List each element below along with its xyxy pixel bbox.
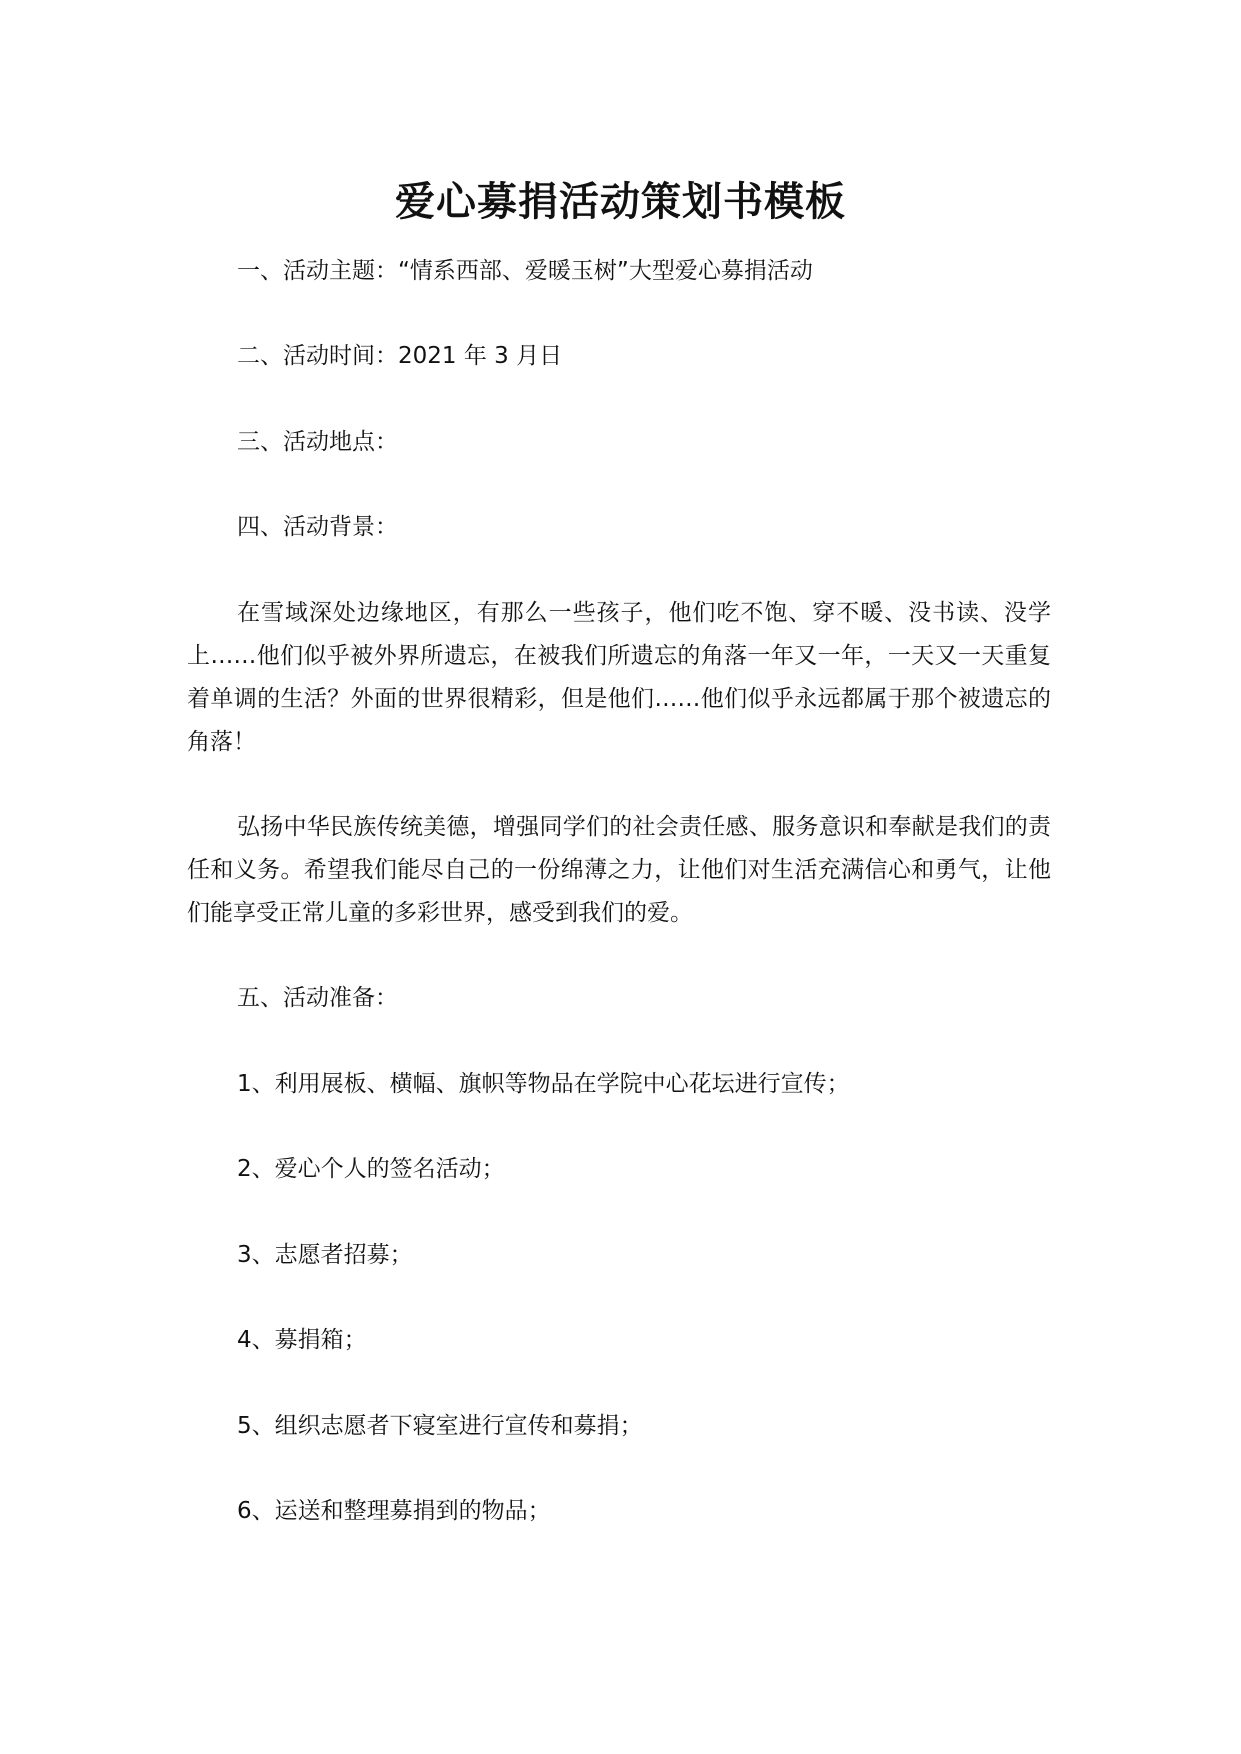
document-title: 爱心募捐活动策划书模板 xyxy=(395,179,846,225)
prep-item-5: 5、组织志愿者下寝室进行宣传和募捐； xyxy=(237,1413,643,1439)
section-time: 二、活动时间：2021 年 3 月日 xyxy=(237,343,563,369)
prep-item-4: 4、募捐箱； xyxy=(237,1327,367,1353)
prep-item-6: 6、运送和整理募捐到的物品； xyxy=(237,1498,551,1524)
prep-item-2: 2、爱心个人的签名活动； xyxy=(237,1156,505,1182)
prep-item-1: 1、利用展板、横幅、旗帜等物品在学院中心花坛进行宣传； xyxy=(237,1071,850,1097)
section-preparation-heading: 五、活动准备： xyxy=(237,985,398,1011)
background-paragraph-1: 在雪域深处边缘地区，有那么一些孩子，他们吃不饱、穿不暖、没书读、没学上……他们似乎被外界所遗忘，在被我们所遗忘的角落一年又一年，一天又一天重复着单调的生活？外面的世界很精彩，但是他们……他们似乎永远都属于那个被遗忘的角落！ xyxy=(187,600,1051,755)
section-background-heading: 四、活动背景： xyxy=(237,514,398,540)
section-theme: 一、活动主题：“情系西部、爱暖玉树”大型爱心募捐活动 xyxy=(237,258,813,284)
section-location: 三、活动地点： xyxy=(237,429,398,455)
background-paragraph-2: 弘扬中华民族传统美德，增强同学们的社会责任感、服务意识和奉献是我们的责任和义务。希望我们能尽自己的一份绵薄之力，让他们对生活充满信心和勇气，让他们能享受正常儿童的多彩世界，感受到我们的爱。 xyxy=(187,814,1051,926)
prep-item-3: 3、志愿者招募； xyxy=(237,1242,413,1268)
